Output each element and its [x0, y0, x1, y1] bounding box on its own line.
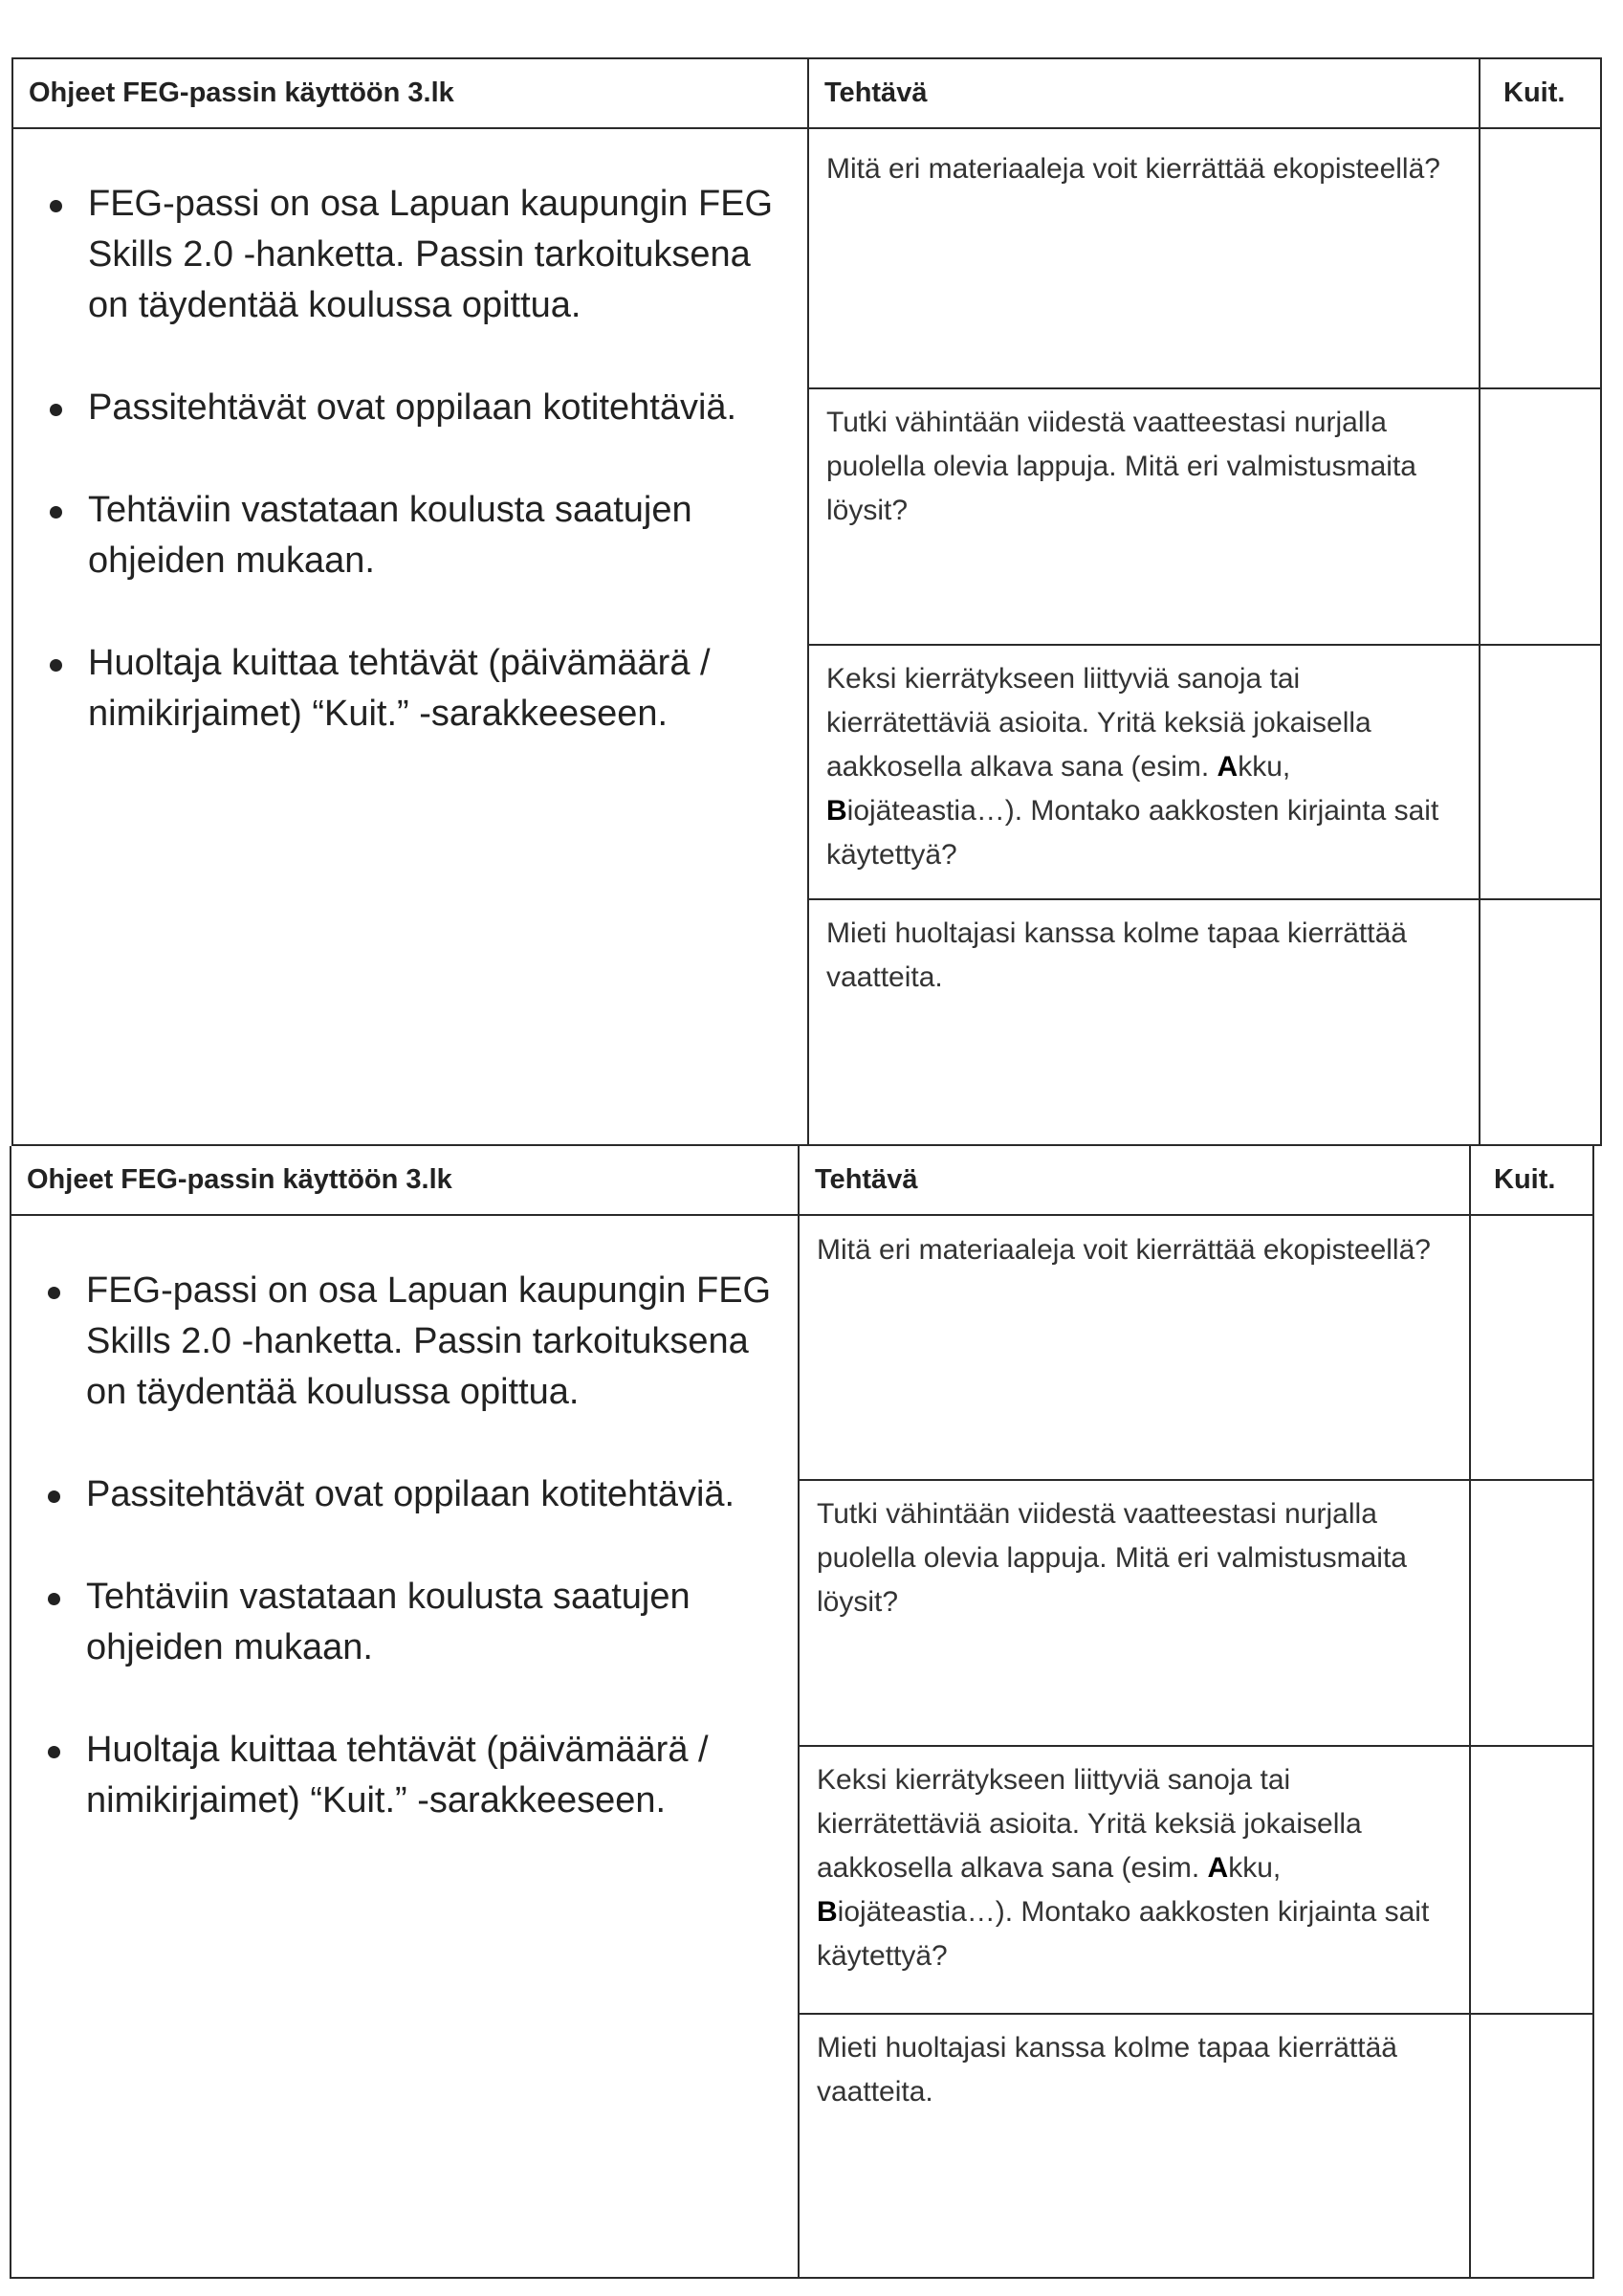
instruction-item: Tehtäviin vastataan koulusta saatujen ohjeiden mukaan. [33, 485, 794, 586]
signoff-cell[interactable] [1480, 389, 1602, 643]
bullet-icon [48, 1287, 60, 1299]
instruction-item: Huoltaja kuittaa tehtävät (päivämäärä / nimikirjaimet) “Kuit.” -sarakkeeseen. [31, 1725, 784, 1826]
instructions-panel [13, 129, 807, 791]
instructions-panel [11, 1216, 798, 1878]
task-cell: Keksi kierrätykseen liittyviä sanoja tai kierrätettäviä asioita. Yritä keksiä jokaisella aakkosella alkava sana (esim. Akku, Biojäteastia…). Montako aakkosten kirjainta sait käytettyä? [817, 1764, 1430, 1972]
bullet-icon [48, 1490, 60, 1503]
header-task: Tehtävä [824, 77, 928, 108]
instruction-item: Passitehtävät ovat oppilaan kotitehtäviä. [33, 383, 794, 433]
task-cell: Mitä eri materiaaleja voit kierrättää ekopisteellä? [826, 153, 1440, 185]
signoff-cell[interactable] [1480, 900, 1602, 1144]
signoff-cell[interactable] [1480, 646, 1602, 897]
signoff-cell[interactable] [1471, 1481, 1592, 1744]
instruction-item: FEG-passi on osa Lapuan kaupungin FEG Skills 2.0 -hanketta. Passin tarkoituksena on täydentää koulussa opittua. [33, 179, 794, 331]
table-header [11, 1146, 1592, 1216]
bullet-icon [50, 506, 62, 519]
task-cell: Keksi kierrätykseen liittyviä sanoja tai kierrätettäviä asioita. Yritä keksiä jokaisella aakkosella alkava sana (esim. Akku, Biojäteastia…). Montako aakkosten kirjainta sait käytettyä? [826, 663, 1439, 871]
bullet-icon [50, 200, 62, 212]
signoff-cell[interactable] [1471, 2015, 1592, 2275]
passport-table-2 [10, 1146, 1594, 2279]
header-instructions: Ohjeet FEG-passin käyttöön 3.lk [29, 77, 454, 108]
header-signoff: Kuit. [1503, 77, 1566, 108]
signoff-cell[interactable] [1471, 1217, 1592, 1478]
header-signoff: Kuit. [1494, 1164, 1556, 1195]
task-cell: Mieti huoltajasi kanssa kolme tapaa kierrättää vaatteita. [826, 917, 1407, 993]
task-cell: Tutki vähintään viidestä vaatteestasi nurjalla puolella olevia lappuja. Mitä eri valmistusmaita löysit? [826, 407, 1416, 526]
bullet-icon [48, 1746, 60, 1758]
task-cell: Mieti huoltajasi kanssa kolme tapaa kierrättää vaatteita. [817, 2032, 1397, 2108]
task-cell: Tutki vähintään viidestä vaatteestasi nurjalla puolella olevia lappuja. Mitä eri valmistusmaita löysit? [817, 1498, 1407, 1618]
passport-table-1 [11, 57, 1602, 1146]
bullet-icon [50, 659, 62, 672]
signoff-cell[interactable] [1480, 130, 1602, 386]
instruction-item: Tehtäviin vastataan koulusta saatujen ohjeiden mukaan. [31, 1572, 784, 1673]
bullet-icon [48, 1593, 60, 1605]
task-cell: Mitä eri materiaaleja voit kierrättää ekopisteellä? [817, 1234, 1431, 1266]
instruction-item: FEG-passi on osa Lapuan kaupungin FEG Skills 2.0 -hanketta. Passin tarkoituksena on täydentää koulussa opittua. [31, 1266, 784, 1418]
header-instructions: Ohjeet FEG-passin käyttöön 3.lk [27, 1164, 452, 1195]
header-task: Tehtävä [815, 1164, 918, 1195]
signoff-cell[interactable] [1471, 1747, 1592, 2012]
instruction-item: Passitehtävät ovat oppilaan kotitehtäviä. [31, 1469, 784, 1520]
bullet-icon [50, 404, 62, 416]
instruction-item: Huoltaja kuittaa tehtävät (päivämäärä / nimikirjaimet) “Kuit.” -sarakkeeseen. [33, 638, 794, 740]
